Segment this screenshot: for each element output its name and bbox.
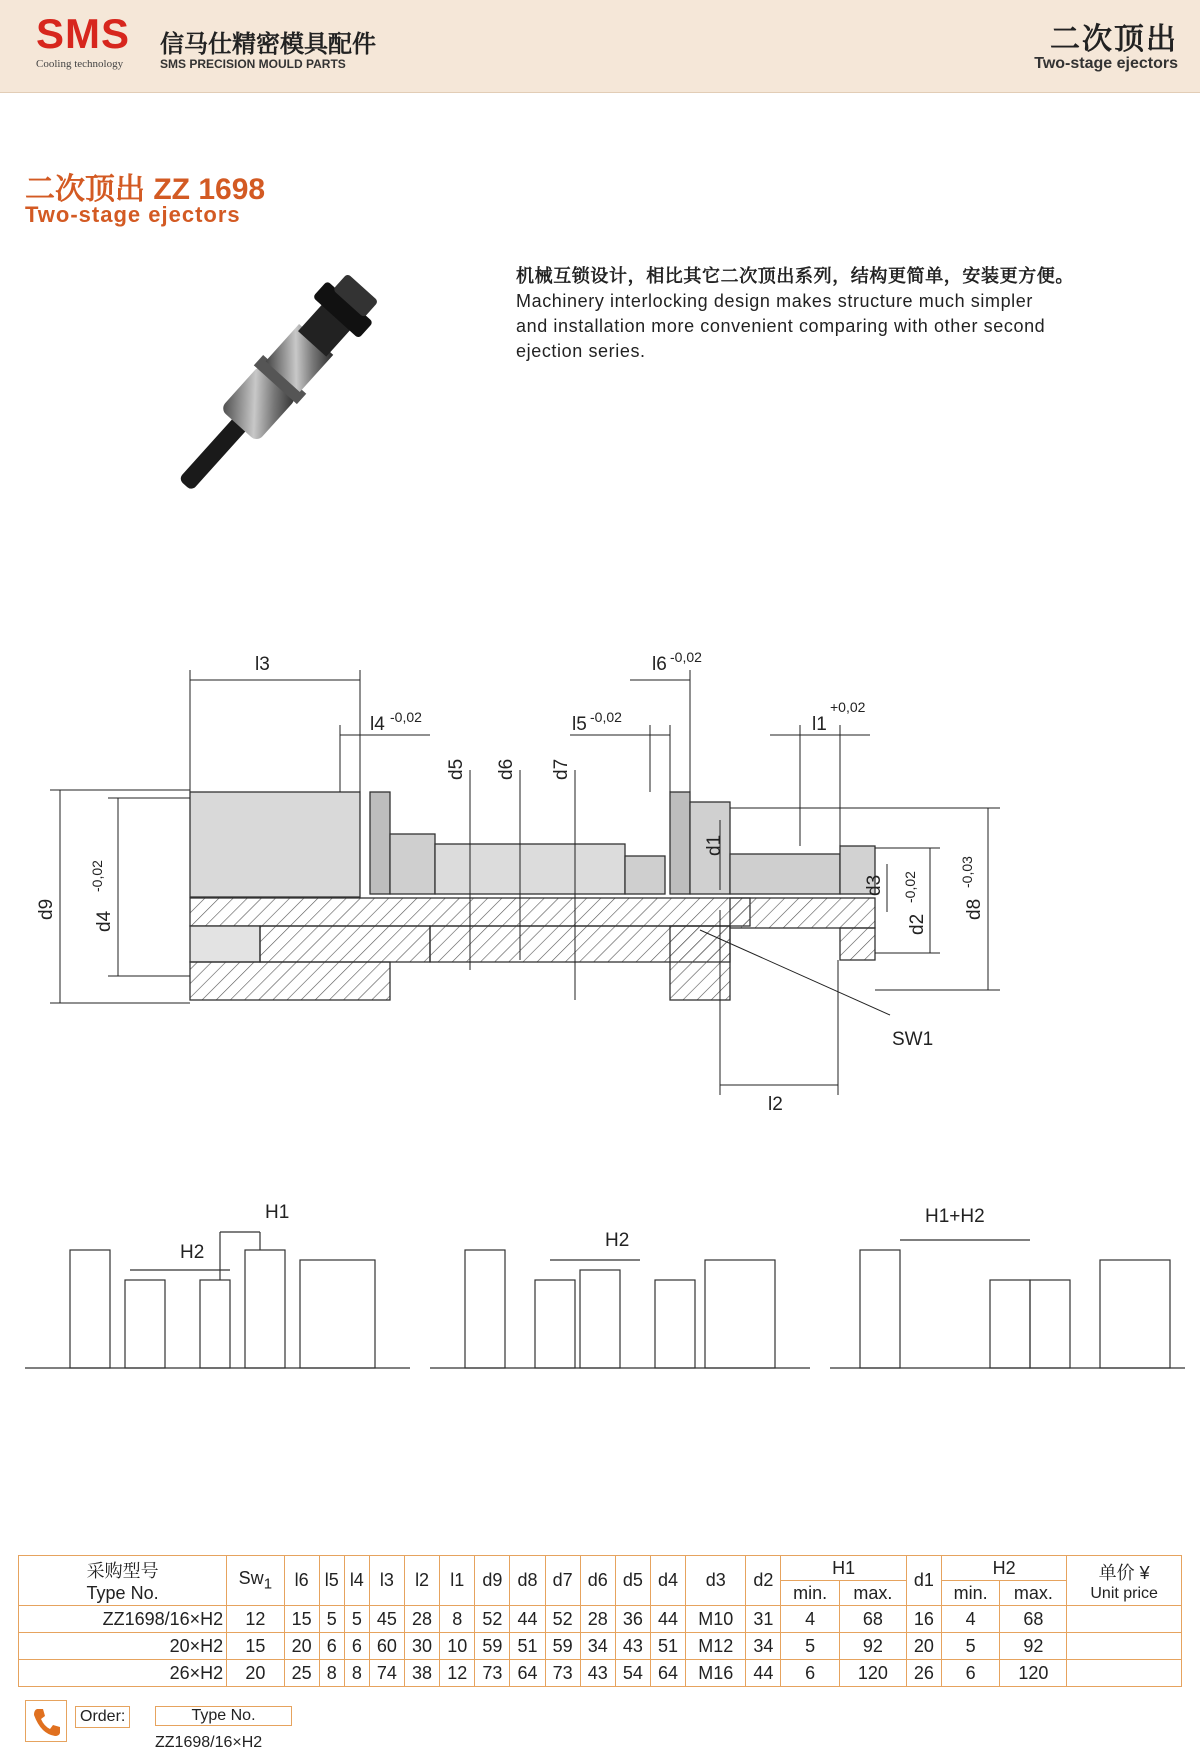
table-cell: 4	[941, 1606, 1000, 1633]
col-h2: H2	[941, 1556, 1066, 1581]
table-cell: 44	[510, 1606, 545, 1633]
dim-l4-tol: -0,02	[390, 709, 422, 725]
description-en-line-2: and installation more convenient comparing with other second	[516, 316, 1046, 336]
table-cell: 8	[319, 1660, 344, 1687]
dim-l6-tol: -0,02	[670, 649, 702, 665]
product-photo	[140, 245, 430, 515]
dim-l1: l1	[812, 714, 827, 735]
dim-l5: l5	[572, 714, 587, 735]
order-example	[25, 1700, 625, 1760]
table-cell: 38	[405, 1660, 440, 1687]
table-cell: 51	[650, 1633, 685, 1660]
table-cell: 36	[615, 1606, 650, 1633]
dim-l4: l4	[370, 714, 385, 735]
col-l4: l4	[344, 1556, 369, 1606]
col-l3: l3	[369, 1556, 404, 1606]
col-h2-min: min.	[941, 1581, 1000, 1606]
col-h1-max: max.	[839, 1581, 906, 1606]
table-cell: 68	[839, 1606, 906, 1633]
table-cell: 20×H2	[19, 1633, 227, 1660]
stage3-h1h2-label: H1+H2	[925, 1206, 985, 1227]
dim-l6: l6	[652, 654, 667, 675]
logo-text: SMS	[36, 10, 131, 57]
table-cell: M12	[686, 1633, 746, 1660]
table-cell: 5	[781, 1633, 840, 1660]
table-cell: 20	[284, 1633, 319, 1660]
type-no-cn: 采购型号	[86, 1561, 159, 1581]
dim-d5: d5	[446, 758, 467, 780]
col-type-no	[19, 1556, 227, 1606]
company-logo	[36, 12, 146, 78]
order-example-value: ZZ1698/16×H2	[155, 1734, 263, 1751]
table-cell: 6	[941, 1660, 1000, 1687]
table-cell: 30	[405, 1633, 440, 1660]
logo-subtitle: Cooling technology	[36, 58, 124, 70]
unit-price-cn: 单价 ¥	[1098, 1562, 1150, 1583]
table-cell: 5	[319, 1606, 344, 1633]
table-cell: 52	[545, 1606, 580, 1633]
table-cell: 60	[369, 1633, 404, 1660]
col-l5: l5	[319, 1556, 344, 1606]
dim-d4: d4	[94, 910, 115, 932]
dim-d8: d8	[964, 898, 985, 920]
col-d9: d9	[475, 1556, 510, 1606]
col-d2: d2	[746, 1556, 781, 1606]
table-cell: 51	[510, 1633, 545, 1660]
table-cell: 8	[440, 1606, 475, 1633]
brand-name-cn: 信马仕精密模具配件	[160, 31, 376, 58]
col-d8: d8	[510, 1556, 545, 1606]
table-cell: 44	[650, 1606, 685, 1633]
col-d6: d6	[580, 1556, 615, 1606]
description-en-line-1: Machinery interlocking design makes structure much simpler	[516, 291, 1033, 311]
table-cell: 52	[475, 1606, 510, 1633]
col-d3: d3	[686, 1556, 746, 1606]
description-en-line-3: ejection series.	[516, 341, 646, 361]
table-cell: 74	[369, 1660, 404, 1687]
stage1-h2-label: H2	[180, 1242, 205, 1263]
dim-d2-tol: -0,02	[902, 871, 918, 903]
table-cell	[1067, 1633, 1182, 1660]
table-cell: 120	[1000, 1660, 1067, 1687]
table-cell: 73	[545, 1660, 580, 1687]
table-cell: 31	[746, 1606, 781, 1633]
table-row	[19, 1660, 1182, 1687]
table-cell: 34	[580, 1633, 615, 1660]
dim-d8-tol: -0,03	[959, 856, 975, 888]
product-title-cn: 二次顶出 ZZ 1698	[25, 173, 266, 206]
table-header-row	[19, 1556, 1182, 1581]
category-title-cn: 二次顶出	[1050, 23, 1178, 56]
table-cell	[1067, 1660, 1182, 1687]
order-label: Order:	[75, 1706, 130, 1728]
stage-diagrams	[20, 1190, 1190, 1380]
table-body	[19, 1606, 1182, 1687]
table-cell: 28	[580, 1606, 615, 1633]
col-l6: l6	[284, 1556, 319, 1606]
table-cell: 26	[906, 1660, 941, 1687]
table-cell: 34	[746, 1633, 781, 1660]
table-cell: 73	[475, 1660, 510, 1687]
phone-icon	[25, 1700, 67, 1742]
table-cell: 28	[405, 1606, 440, 1633]
table-cell: 20	[227, 1660, 284, 1687]
table-cell: M10	[686, 1606, 746, 1633]
col-sw: $Sw_1$	[227, 1556, 284, 1606]
col-unit-price	[1067, 1556, 1182, 1606]
brand-name-en: SMS PRECISION MOULD PARTS	[160, 57, 346, 71]
col-l1: l1	[440, 1556, 475, 1606]
table-cell: 15	[227, 1633, 284, 1660]
dim-l3: l3	[255, 654, 270, 675]
col-d5: d5	[615, 1556, 650, 1606]
order-type-label: Type No.	[155, 1706, 292, 1726]
col-h2-max: max.	[1000, 1581, 1067, 1606]
dim-d6: d6	[496, 758, 517, 780]
table-cell: 12	[440, 1660, 475, 1687]
table-cell: 68	[1000, 1606, 1067, 1633]
table-cell: 59	[545, 1633, 580, 1660]
table-cell: 16	[906, 1606, 941, 1633]
dim-d3: d3	[864, 874, 885, 896]
dim-d4-tol: -0,02	[89, 860, 105, 892]
table-cell: 26×H2	[19, 1660, 227, 1687]
col-h1: H1	[781, 1556, 906, 1581]
dim-l5-tol: -0,02	[590, 709, 622, 725]
table-row	[19, 1606, 1182, 1633]
table-cell: 25	[284, 1660, 319, 1687]
table-cell: 5	[941, 1633, 1000, 1660]
table-cell: 15	[284, 1606, 319, 1633]
category-title-en: Two-stage ejectors	[1034, 55, 1178, 72]
table-cell: 6	[319, 1633, 344, 1660]
table-cell: ZZ1698/16×H2	[19, 1606, 227, 1633]
table-cell: 92	[839, 1633, 906, 1660]
table-cell: 20	[906, 1633, 941, 1660]
dim-l1-tol: +0,02	[830, 699, 866, 715]
col-d7: d7	[545, 1556, 580, 1606]
table-cell: 92	[1000, 1633, 1067, 1660]
unit-price-en: Unit price	[1090, 1584, 1158, 1602]
table-cell: 59	[475, 1633, 510, 1660]
table-row	[19, 1633, 1182, 1660]
dim-d1: d1	[704, 834, 725, 856]
table-cell: 64	[510, 1660, 545, 1687]
page-header	[0, 0, 1200, 93]
table-cell: 43	[580, 1660, 615, 1687]
table-cell: 10	[440, 1633, 475, 1660]
table-cell: 4	[781, 1606, 840, 1633]
dim-l2: l2	[768, 1094, 783, 1115]
table-cell	[1067, 1606, 1182, 1633]
table-cell: 8	[344, 1660, 369, 1687]
dim-d2: d2	[907, 913, 928, 935]
table-cell: M16	[686, 1660, 746, 1687]
table-cell: 120	[839, 1660, 906, 1687]
description-cn: 机械互锁设计，相比其它二次顶出系列，结构更简单，安装更方便。	[516, 266, 1074, 287]
table-cell: 6	[781, 1660, 840, 1687]
dim-d7: d7	[551, 758, 572, 780]
dim-d9: d9	[36, 898, 57, 920]
col-h1-min: min.	[781, 1581, 840, 1606]
table-cell: 12	[227, 1606, 284, 1633]
col-d1: d1	[906, 1556, 941, 1606]
stage1-h1-label: H1	[265, 1202, 290, 1223]
dim-sw1: SW1	[892, 1029, 934, 1050]
col-d4: d4	[650, 1556, 685, 1606]
product-description	[516, 264, 1156, 364]
table-cell: 6	[344, 1633, 369, 1660]
table-cell: 44	[746, 1660, 781, 1687]
table-cell: 64	[650, 1660, 685, 1687]
type-no-en: Type No.	[86, 1583, 159, 1603]
table-cell: 43	[615, 1633, 650, 1660]
col-l2: l2	[405, 1556, 440, 1606]
technical-drawing	[30, 620, 1180, 1140]
specification-table	[18, 1555, 1182, 1687]
table-cell: 54	[615, 1660, 650, 1687]
table-cell: 5	[344, 1606, 369, 1633]
product-title-en: Two-stage ejectors	[25, 202, 241, 227]
stage2-h2-label: H2	[605, 1230, 630, 1251]
table-cell: 45	[369, 1606, 404, 1633]
